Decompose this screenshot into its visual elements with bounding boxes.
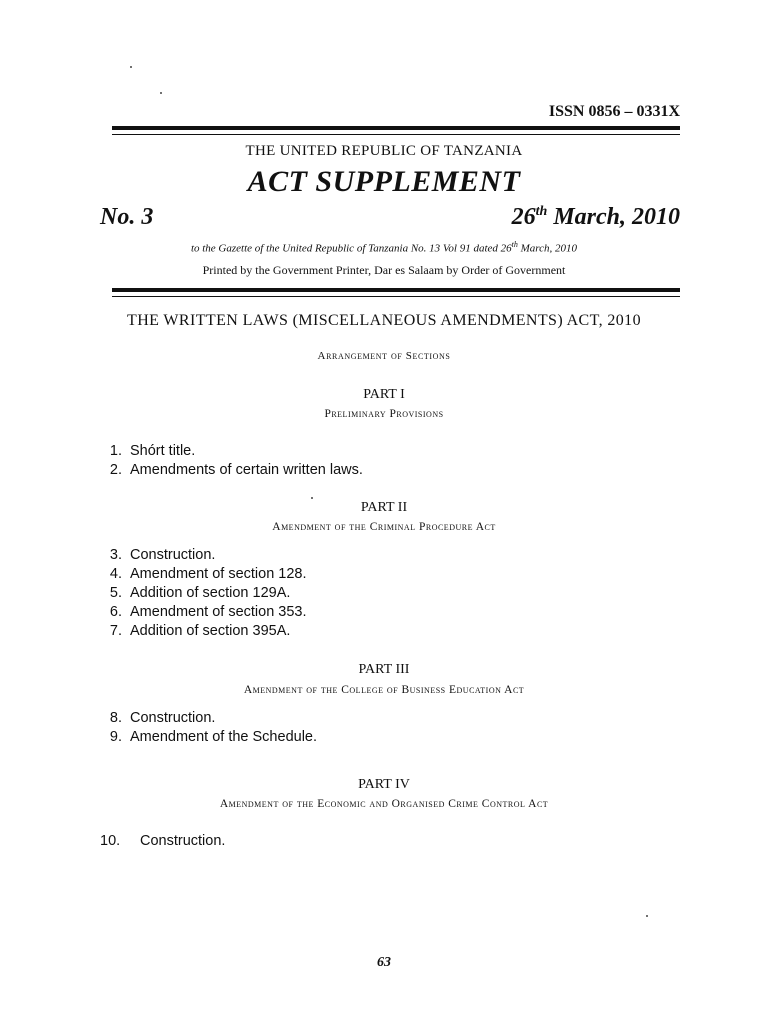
section-number: 9. xyxy=(109,729,122,745)
section-number: 3. xyxy=(109,547,122,563)
section-number: 7. xyxy=(109,623,122,639)
section-title: Amendment of section 128. xyxy=(130,566,307,582)
masthead-rule-thick xyxy=(112,288,680,292)
list-item xyxy=(100,461,363,480)
gazette-reference xyxy=(0,240,768,255)
section-title: Addition of section 395A. xyxy=(130,623,291,639)
header-rule-thin xyxy=(112,134,680,135)
list-item xyxy=(100,832,225,851)
scan-speck xyxy=(160,92,162,94)
supplement-date xyxy=(512,204,680,231)
printer-note: Printed by the Government Printer, Dar es Salaam by Order of Government xyxy=(202,263,566,277)
page-number: 63 xyxy=(377,955,391,970)
list-item xyxy=(100,603,307,622)
list-item xyxy=(100,584,307,603)
date-day: 26 xyxy=(511,204,536,230)
section-title: Shórt title. xyxy=(130,443,196,459)
section-title: Construction. xyxy=(130,547,216,563)
section-number: 6. xyxy=(109,604,122,620)
part-subheading: Preliminary Provisions xyxy=(324,408,444,420)
part-subheading: Amendment of the Criminal Procedure Act xyxy=(272,521,496,533)
section-title: Construction. xyxy=(140,833,226,849)
gazette-reference-end: March, 2010 xyxy=(517,242,578,255)
list-item xyxy=(100,709,317,728)
section-number: 5. xyxy=(109,585,122,601)
section-title: Construction. xyxy=(130,710,216,726)
republic-name: THE UNITED REPUBLIC OF TANZANIA xyxy=(245,143,523,159)
section-number: 2. xyxy=(109,462,122,478)
arrangement-heading: Arrangement of Sections xyxy=(317,350,451,362)
list-item xyxy=(100,442,363,461)
section-list xyxy=(100,546,307,641)
issn-number: ISSN 0856 – 0331X xyxy=(548,103,680,120)
scan-speck xyxy=(130,66,132,68)
list-item xyxy=(100,546,307,565)
list-item xyxy=(100,565,307,584)
gazette-date-suffix: th xyxy=(511,240,518,249)
section-list xyxy=(100,709,317,747)
section-number: 4. xyxy=(109,566,122,582)
act-title: THE WRITTEN LAWS (MISCELLANEOUS AMENDMENTS) ACT, 2010 xyxy=(127,312,641,329)
part-heading: PART I xyxy=(363,387,405,402)
section-title: Amendment of section 353. xyxy=(130,604,307,620)
date-suffix: th xyxy=(535,204,548,219)
masthead-rule-thin xyxy=(112,296,680,297)
date-rest: March, 2010 xyxy=(547,204,680,230)
header-rule-thick xyxy=(112,126,680,130)
part-heading: PART II xyxy=(360,500,408,515)
section-number: 1. xyxy=(109,443,122,459)
part-subheading: Amendment of the College of Business Education Act xyxy=(243,684,525,696)
part-heading: PART IV xyxy=(358,777,410,792)
scan-speck xyxy=(311,497,313,499)
section-list xyxy=(100,832,225,851)
section-title: Amendments of certain written laws. xyxy=(130,462,363,478)
list-item xyxy=(100,728,317,747)
list-item xyxy=(100,622,307,641)
section-number: 8. xyxy=(109,710,122,726)
section-list xyxy=(100,442,363,480)
part-heading: PART III xyxy=(358,662,410,677)
gazette-reference-start: to the Gazette of the United Republic of Tanzania No. 13 Vol 91 dated 26 xyxy=(190,242,512,255)
section-title: Amendment of the Schedule. xyxy=(130,729,318,745)
section-number: 10. xyxy=(100,833,121,849)
section-title: Addition of section 129A. xyxy=(130,585,291,601)
scan-speck xyxy=(646,915,648,917)
part-subheading: Amendment of the Economic and Organised Crime Control Act xyxy=(219,798,549,810)
supplement-number: No. 3 xyxy=(100,204,154,230)
supplement-title: ACT SUPPLEMENT xyxy=(247,165,521,198)
